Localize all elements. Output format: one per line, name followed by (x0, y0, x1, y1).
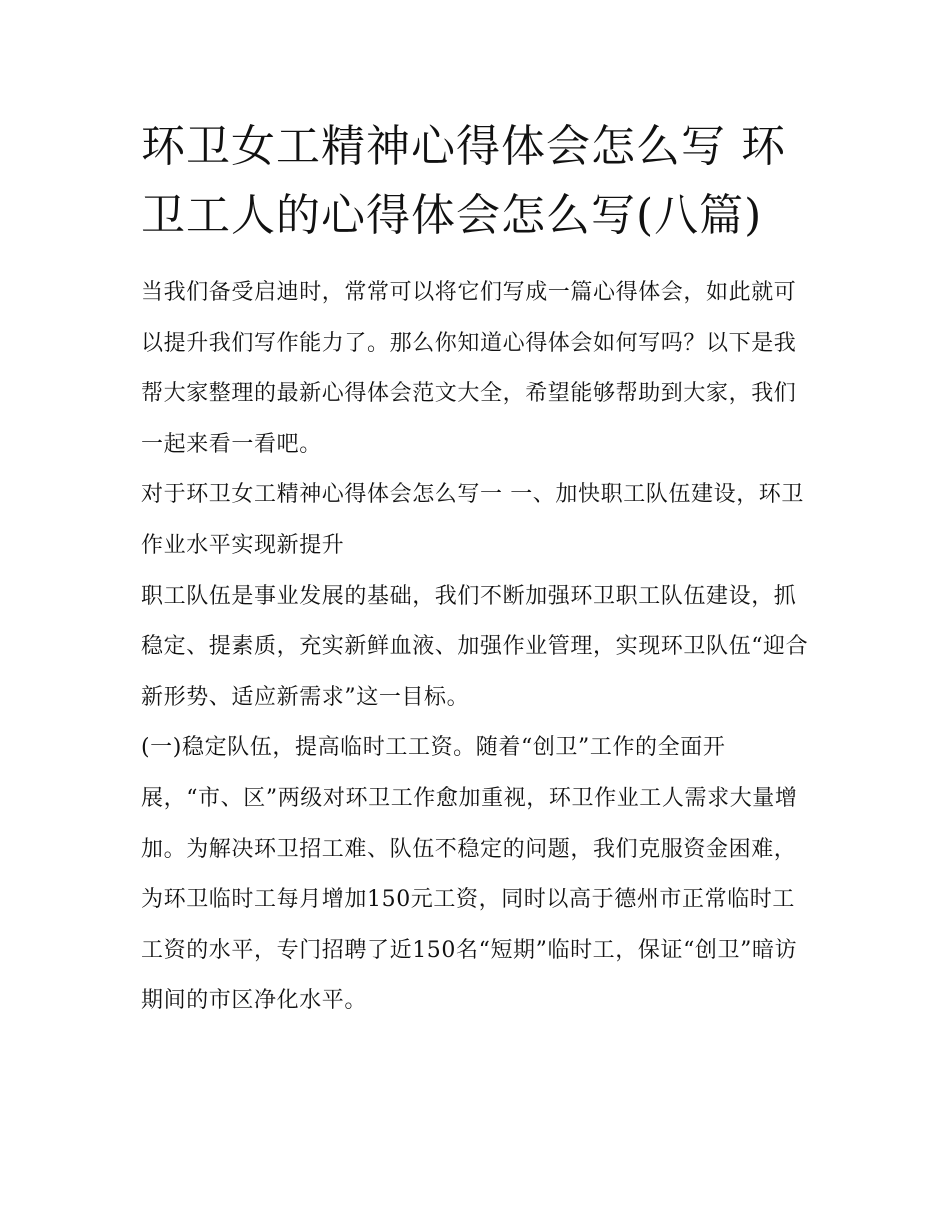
document-title: 环卫女工精神心得体会怎么写 环卫工人的心得体会怎么写(八篇) (141, 121, 786, 241)
document-page (141, 112, 813, 1027)
paragraph-intro: 当我们备受启迪时，常常可以将它们写成一篇心得体会，如此就可以提升我们写作能力了。那么你知道心得体会如何写吗？以下是我帮大家整理的最新心得体会范文大全，希望能够帮助到大家，我们一起来看一看吧。 (141, 280, 797, 457)
paragraph-stabilize-team: (一)稳定队伍，提高临时工工资。随着“创卫”工作的全面开展，“市、区”两级对环卫工作愈加重视，环卫作业工人需求大量增加。为解决环卫招工难、队伍不稳定的问题，我们克服资金困难，为环卫临时工每月增加150元工资，同时以高于德州市正常临时工工资的水平，专门招聘了近150名“短期”临时工，保证“创卫”暗访期间的市区净化水平。 (141, 735, 798, 1014)
document-body (141, 268, 813, 1027)
paragraph-team-building: 职工队伍是事业发展的基础，我们不断加强环卫职工队伍建设，抓稳定、提素质，充实新鲜血液、加强作业管理，实现环卫队伍“迎合新形势、适应新需求”这一目标。 (141, 583, 809, 710)
paragraph-section-heading: 对于环卫女工精神心得体会怎么写一 一、加快职工队伍建设，环卫作业水平实现新提升 (141, 482, 804, 558)
